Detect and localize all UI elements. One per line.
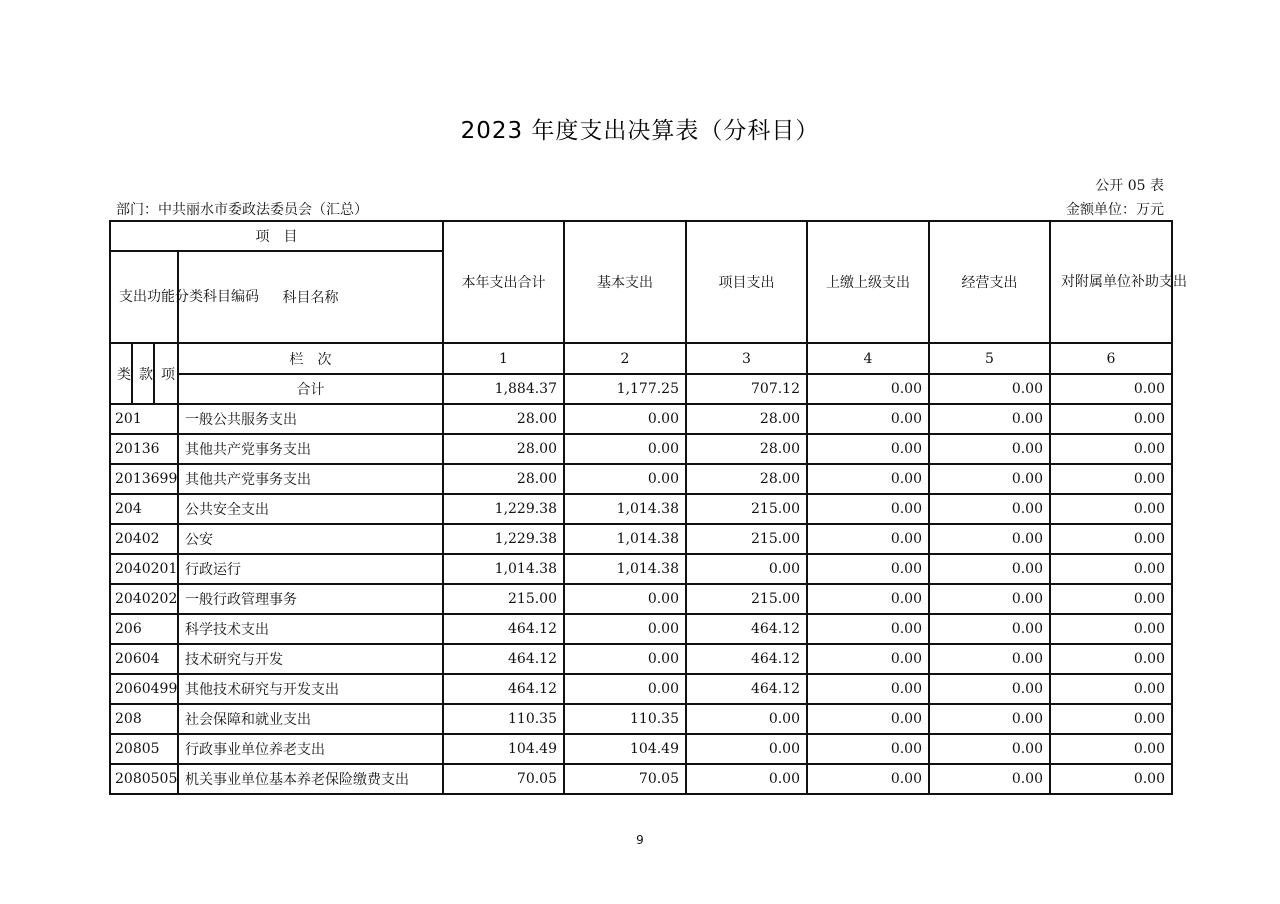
amount-cell: 0.00 [686,554,807,584]
department-label: 部门：中共丽水市委政法委员会（汇总） [116,202,368,218]
amount-cell: 1,014.38 [564,494,686,524]
header-col-basic: 基本支出 [564,221,686,343]
total-value: 1,177.25 [564,374,686,404]
amount-cell: 104.49 [443,734,564,764]
total-value: 0.00 [929,374,1050,404]
col-num-6: 6 [1050,343,1172,374]
amount-cell: 0.00 [929,404,1050,434]
amount-cell: 464.12 [443,614,564,644]
amount-cell: 0.00 [929,644,1050,674]
table-row [110,674,1172,704]
amount-cell: 0.00 [564,614,686,644]
amount-cell: 28.00 [443,464,564,494]
table-row [110,494,1172,524]
amount-cell: 1,014.38 [564,554,686,584]
amount-cell: 0.00 [807,734,929,764]
amount-cell: 0.00 [929,464,1050,494]
amount-cell: 1,014.38 [443,554,564,584]
amount-cell: 0.00 [929,554,1050,584]
amount-cell: 0.00 [1050,584,1172,614]
subject-name: 科学技术支出 [178,614,443,644]
amount-cell: 110.35 [564,704,686,734]
amount-cell: 70.05 [564,764,686,794]
total-value: 0.00 [1050,374,1172,404]
amount-cell: 28.00 [686,404,807,434]
col-num-4: 4 [807,343,929,374]
amount-cell: 0.00 [564,644,686,674]
amount-cell: 0.00 [1050,734,1172,764]
subject-name: 行政事业单位养老支出 [178,734,443,764]
amount-cell: 0.00 [564,584,686,614]
subject-code: 2040201 [110,554,178,584]
amount-cell: 464.12 [686,674,807,704]
table-row [110,524,1172,554]
subject-code: 20604 [110,644,178,674]
header-kuan: 款 [132,343,154,404]
subject-code: 2060499 [110,674,178,704]
amount-cell: 0.00 [1050,644,1172,674]
subject-code: 206 [110,614,178,644]
header-code-label: 支出功能分类科目编码 [110,251,178,343]
amount-cell: 0.00 [929,524,1050,554]
subject-code: 2040202 [110,584,178,614]
subject-code: 2013699 [110,464,178,494]
header-item: 项 目 [110,221,443,251]
col-num-2: 2 [564,343,686,374]
amount-cell: 0.00 [929,704,1050,734]
page-number: 9 [636,833,644,847]
page-title: 2023 年度支出决算表（分科目） [460,118,820,144]
total-label: 合计 [178,374,443,404]
amount-cell: 0.00 [564,674,686,704]
amount-cell: 0.00 [686,764,807,794]
amount-cell: 464.12 [443,644,564,674]
amount-cell: 0.00 [807,704,929,734]
amount-cell: 0.00 [807,494,929,524]
amount-cell: 0.00 [929,614,1050,644]
table-row [110,614,1172,644]
amount-cell: 0.00 [807,674,929,704]
amount-cell: 215.00 [686,584,807,614]
amount-cell: 0.00 [807,464,929,494]
subject-name: 公共安全支出 [178,494,443,524]
total-row [110,374,1172,404]
amount-cell: 0.00 [929,674,1050,704]
col-num-1: 1 [443,343,564,374]
table-row [110,734,1172,764]
subject-name: 机关事业单位基本养老保险缴费支出 [178,764,443,794]
amount-cell: 0.00 [807,524,929,554]
expenditure-table [109,220,1187,795]
amount-cell: 215.00 [443,584,564,614]
header-col-total: 本年支出合计 [443,221,564,343]
amount-cell: 215.00 [686,524,807,554]
subject-code: 204 [110,494,178,524]
header-col-subsidy: 对附属单位补助支出 [1050,221,1172,343]
total-value: 707.12 [686,374,807,404]
amount-cell: 1,229.38 [443,494,564,524]
amount-cell: 215.00 [686,494,807,524]
table-row [110,404,1172,434]
amount-cell: 0.00 [1050,404,1172,434]
amount-cell: 0.00 [929,764,1050,794]
col-num-5: 5 [929,343,1050,374]
header-lei: 类 [110,343,132,404]
header-subject-name: 科目名称 [178,251,443,343]
table-row [110,764,1172,794]
amount-cell: 0.00 [929,584,1050,614]
amount-cell: 28.00 [686,434,807,464]
amount-cell: 0.00 [929,434,1050,464]
subject-name: 技术研究与开发 [178,644,443,674]
subject-code: 20136 [110,434,178,464]
header-col-business: 经营支出 [929,221,1050,343]
table-row [110,704,1172,734]
amount-cell: 0.00 [807,404,929,434]
table-row [110,434,1172,464]
amount-cell: 0.00 [1050,614,1172,644]
amount-cell: 1,014.38 [564,524,686,554]
header-col-upper: 上缴上级支出 [807,221,929,343]
amount-cell: 0.00 [1050,704,1172,734]
amount-cell: 28.00 [686,464,807,494]
subject-name: 其他共产党事务支出 [178,464,443,494]
amount-cell: 1,229.38 [443,524,564,554]
subject-code: 20805 [110,734,178,764]
amount-cell: 464.12 [443,674,564,704]
form-number: 公开 05 表 [1095,178,1164,194]
amount-cell: 0.00 [564,404,686,434]
subject-name: 一般公共服务支出 [178,404,443,434]
header-col-project: 项目支出 [686,221,807,343]
subject-code: 208 [110,704,178,734]
amount-cell: 0.00 [1050,494,1172,524]
header-xiang: 项 [154,343,178,404]
amount-cell: 28.00 [443,404,564,434]
total-value: 1,884.37 [443,374,564,404]
subject-code: 201 [110,404,178,434]
amount-cell: 0.00 [929,494,1050,524]
amount-cell: 70.05 [443,764,564,794]
amount-cell: 0.00 [1050,764,1172,794]
table-row [110,464,1172,494]
amount-unit-label: 金额单位：万元 [1066,202,1164,218]
amount-cell: 0.00 [807,614,929,644]
header-lanci: 栏 次 [178,343,443,374]
amount-cell: 0.00 [807,644,929,674]
amount-cell: 464.12 [686,614,807,644]
table-row [110,584,1172,614]
subject-name: 公安 [178,524,443,554]
table-row [110,644,1172,674]
amount-cell: 0.00 [807,764,929,794]
subject-code: 2080505 [110,764,178,794]
amount-cell: 0.00 [1050,464,1172,494]
amount-cell: 0.00 [807,434,929,464]
amount-cell: 0.00 [1050,674,1172,704]
amount-cell: 110.35 [443,704,564,734]
subject-name: 一般行政管理事务 [178,584,443,614]
amount-cell: 0.00 [1050,554,1172,584]
table-row [110,554,1172,584]
amount-cell: 28.00 [443,434,564,464]
amount-cell: 0.00 [807,584,929,614]
total-value: 0.00 [807,374,929,404]
amount-cell: 464.12 [686,644,807,674]
col-num-3: 3 [686,343,807,374]
amount-cell: 0.00 [686,734,807,764]
amount-cell: 0.00 [1050,524,1172,554]
amount-cell: 0.00 [1050,434,1172,464]
amount-cell: 104.49 [564,734,686,764]
amount-cell: 0.00 [564,464,686,494]
subject-name: 社会保障和就业支出 [178,704,443,734]
amount-cell: 0.00 [807,554,929,584]
subject-name: 其他共产党事务支出 [178,434,443,464]
amount-cell: 0.00 [686,704,807,734]
amount-cell: 0.00 [564,434,686,464]
subject-code: 20402 [110,524,178,554]
subject-name: 其他技术研究与开发支出 [178,674,443,704]
amount-cell: 0.00 [929,734,1050,764]
subject-name: 行政运行 [178,554,443,584]
